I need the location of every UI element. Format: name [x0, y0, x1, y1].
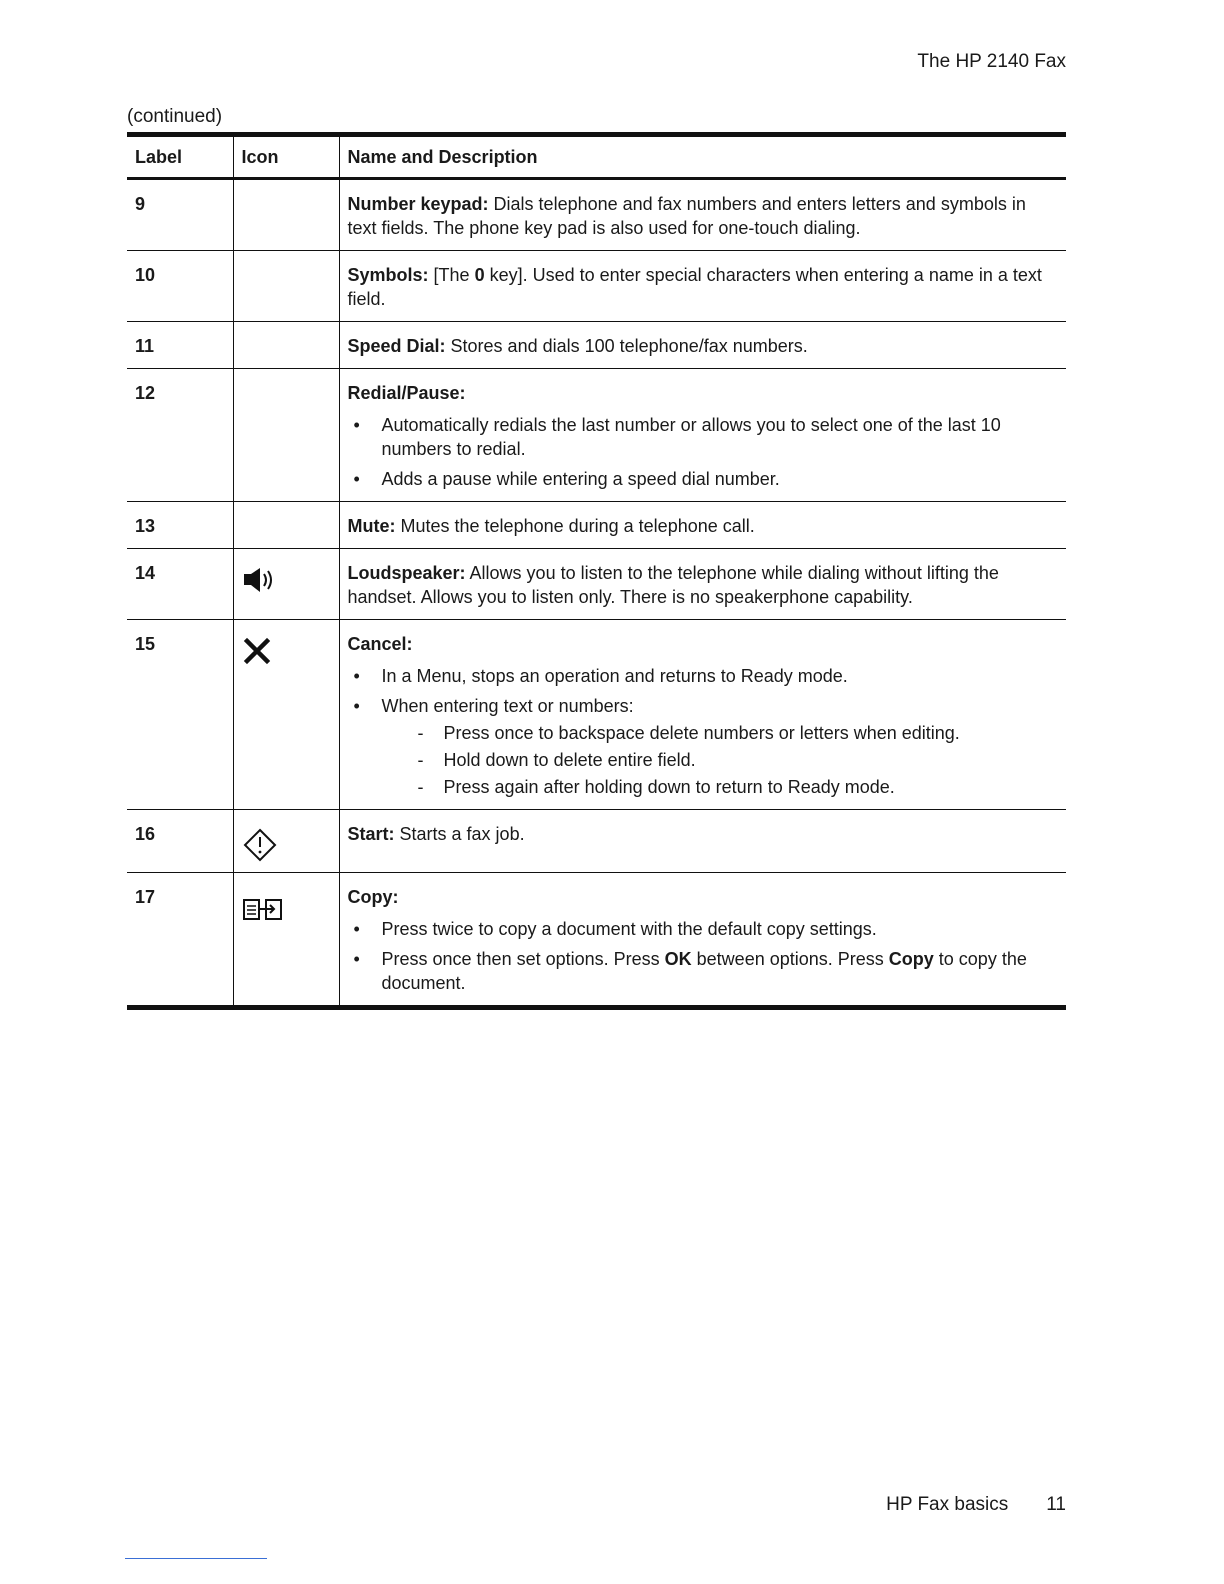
- table-row: [127, 620, 1066, 810]
- page-footer: [886, 1494, 1066, 1516]
- footnote-rule: [125, 1558, 267, 1559]
- copy-icon: [242, 895, 284, 923]
- row-term: Symbols:: [347, 265, 429, 285]
- row-description: [339, 620, 1066, 810]
- table-row: [127, 251, 1066, 322]
- row-term: Start:: [347, 824, 395, 844]
- table-header-row: [127, 135, 1066, 179]
- row-description: [339, 251, 1066, 322]
- row-text: Mutes the telephone during a telephone call.: [395, 516, 755, 536]
- row-description: [339, 873, 1066, 1008]
- row-description: [339, 549, 1066, 620]
- table-row: [127, 322, 1066, 369]
- row-icon-cell: [233, 502, 339, 549]
- row-term: Mute:: [347, 516, 396, 536]
- table-row: [127, 179, 1066, 251]
- start-diamond-icon: [242, 828, 278, 862]
- row-label: 13: [127, 502, 233, 549]
- row-icon-cell: [233, 251, 339, 322]
- row-description: [339, 810, 1066, 873]
- row-description: [339, 179, 1066, 251]
- list-item-text: Press once then set options. Press: [381, 949, 665, 969]
- row-label: 14: [127, 549, 233, 620]
- row-icon-cell: [233, 620, 339, 810]
- table-row: [127, 369, 1066, 502]
- row-icon-cell: [233, 810, 339, 873]
- sub-list-item: - Press again after holding down to return to Ready mode.: [348, 775, 1059, 799]
- row-term: Cancel:: [347, 634, 413, 654]
- row-text: Stores and dials 100 telephone/fax numbers.: [445, 336, 808, 356]
- row-label: 10: [127, 251, 233, 322]
- copy-key: Copy: [888, 949, 934, 969]
- footer-section: HP Fax basics: [886, 1494, 1009, 1515]
- header-description: Name and Description: [339, 135, 1066, 179]
- row-text: key]. Used to enter special characters when entering a name in a text field.: [347, 265, 1042, 309]
- table-row: [127, 873, 1066, 1008]
- row-label: 12: [127, 369, 233, 502]
- controls-table: [127, 132, 1066, 1010]
- row-label: 11: [127, 322, 233, 369]
- row-text: Starts a fax job.: [394, 824, 525, 844]
- continued-label: (continued): [127, 106, 223, 127]
- list-item-text: between options. Press: [691, 949, 889, 969]
- row-text: [The: [428, 265, 475, 285]
- sub-list-item: - Hold down to delete entire field.: [348, 748, 1059, 772]
- list-item-text: to copy the document.: [381, 949, 1027, 993]
- row-description: [339, 322, 1066, 369]
- speaker-icon: [242, 565, 278, 595]
- row-label: 15: [127, 620, 233, 810]
- row-description: [339, 369, 1066, 502]
- row-icon-cell: [233, 322, 339, 369]
- row-icon-cell: [233, 369, 339, 502]
- row-term: Number keypad:: [347, 194, 489, 214]
- header-icon: Icon: [233, 135, 339, 179]
- row-term: Copy:: [347, 887, 399, 907]
- row-term: Redial/Pause:: [347, 383, 466, 403]
- cancel-x-icon: [242, 636, 272, 666]
- row-icon-cell: [233, 179, 339, 251]
- list-item: • Press twice to copy a document with the default copy settings.: [348, 917, 1059, 941]
- page-number: 11: [1046, 1494, 1066, 1515]
- row-icon-cell: [233, 549, 339, 620]
- row-icon-cell: [233, 873, 339, 1008]
- list-item: • Automatically redials the last number or allows you to select one of the last 10 numbers to redial.: [348, 413, 1059, 461]
- list-item: [348, 947, 1059, 995]
- row-term: Loudspeaker:: [347, 563, 466, 583]
- running-header: The HP 2140 Fax: [917, 51, 1066, 72]
- header-label: Label: [127, 135, 233, 179]
- list-item: • When entering text or numbers:: [348, 694, 1059, 718]
- row-label: 17: [127, 873, 233, 1008]
- row-text: Allows you to listen to the telephone while dialing without lifting the handset. Allows you to listen only. There is no speakerphone capability.: [347, 563, 999, 607]
- row-label: 9: [127, 179, 233, 251]
- list-item: • Adds a pause while entering a speed dial number.: [348, 467, 1059, 491]
- row-description: [339, 502, 1066, 549]
- zero-key: 0: [474, 265, 485, 285]
- row-term: Speed Dial:: [347, 336, 446, 356]
- row-label: 16: [127, 810, 233, 873]
- list-item: • In a Menu, stops an operation and returns to Ready mode.: [348, 664, 1059, 688]
- sub-list-item: - Press once to backspace delete numbers or letters when editing.: [348, 721, 1059, 745]
- table-row: [127, 810, 1066, 873]
- ok-key: OK: [664, 949, 692, 969]
- row-text: Dials telephone and fax numbers and enters letters and symbols in text fields. The phone key pad is also used for one-touch dialing.: [347, 194, 1026, 238]
- table-row: [127, 549, 1066, 620]
- table-row: [127, 502, 1066, 549]
